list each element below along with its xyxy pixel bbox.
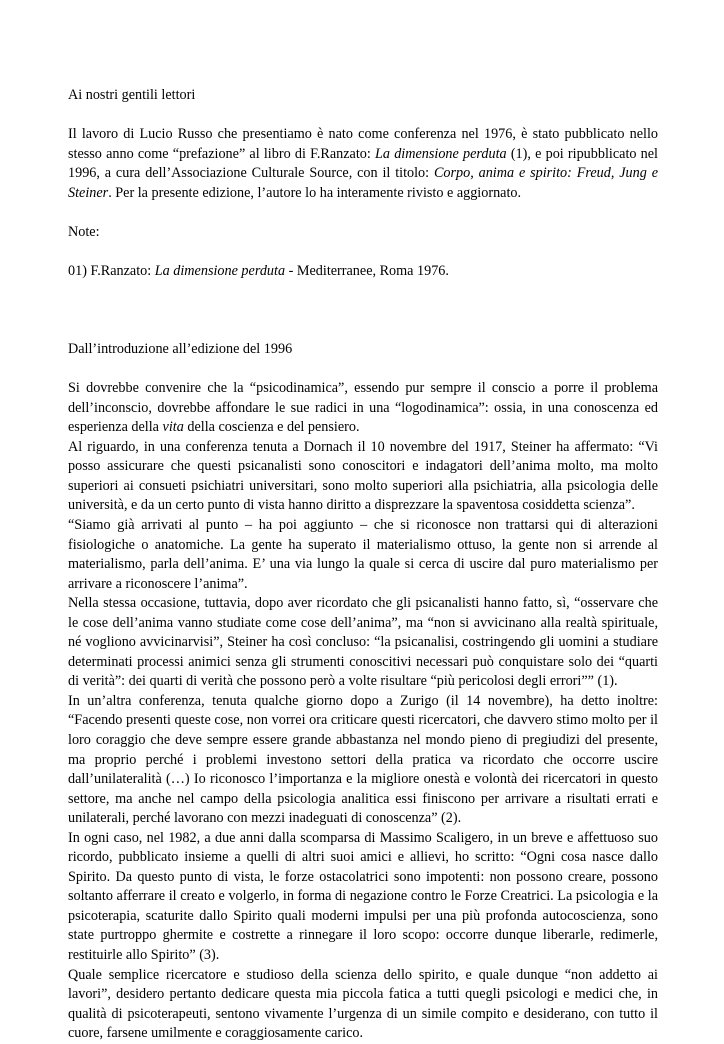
body-paragraph-6: In ogni caso, nel 1982, a due anni dalla scomparsa di Massimo Scaligero, in un breve e affettuoso suo ricordo, pubblicato insieme a quelli di altri suoi amici e allievi, ho scritto: “Ogni cosa nasce dallo Spirito. Da questo punto di vista, le forze ostacolatrici sono impotenti: non possono creare, possono soltanto afferrare il creato e volgerlo, in forma di negazione contro le Forze Creatrici. La psicologia e la psicoterapia, scaturite dallo Spirito quali moderni impulsi per una più profonda autocoscienza, sono state purtroppo ghermite e costrette a rinnegare il loro scopo: occorre dunque liberarle, redimerle, restituirle allo Spirito” (3). [68, 829, 658, 964]
p1-text-b: della coscienza e del pensiero. [183, 419, 360, 436]
body-paragraph-2: Al riguardo, in una conferenza tenuta a Dornach il 10 novembre del 1917, Steiner ha affermato: “Vi posso assicurare che questi psicanalisti sono conoscitori e indagatori dell’anima molto, ma molto superiori ai consueti psichiatri universitari, sono molto superiori alla psichiatria, alla psicologia delle università, e da un certo punto di vista hanno diritto a disprezzare la spaventosa cosiddetta scienza”. [68, 438, 658, 514]
intro-text-1: Il lavoro di Lucio Russo che presentiamo è nato come conferenza nel 1976, è stato pubblicato nello stesso anno come “prefazione” al libro di F.Ranzato: [68, 126, 658, 162]
p1-text-a: Si dovrebbe convenire che la “psicodinamica”, essendo pur sempre il conscio a porre il problema dell’inconscio, dovrebbe affondare le sue radici in una “logodinamica”: ossia, in una conoscenza ed esperienza della [68, 380, 658, 436]
intro-paragraph [68, 125, 658, 203]
body-paragraph-1 [68, 379, 658, 438]
intro-text-3: . Per la presente edizione, l’autore lo ha interamente rivisto e aggiornato. [108, 184, 522, 201]
note-prefix: 01) F.Ranzato: [68, 262, 155, 279]
note-book-title: La dimensione perduta [154, 262, 286, 279]
body-paragraph-3: “Siamo già arrivati al punto – ha poi aggiunto – che si riconosce non trattarsi qui di alterazioni fisiologiche o anatomiche. La gente ha superato il materialismo ottuso, la gente non si arrende al materialismo, parla dell’anima. E’ una via lungo la quale si cerca di uscire dal puro materialismo per arrivare a riconoscere l’anima”. [68, 516, 658, 592]
body-paragraph-4: Nella stessa occasione, tuttavia, dopo aver ricordato che gli psicanalisti hanno fatto, sì, “osservare che le cose dell’anima vanno studiate come cose dell’anima”, ma “non si avvicinano alla realtà spirituale, né vogliono avvicinarvisi”, Steiner ha così concluso: “la psicanalisi, costringendo gli uomini a studiare determinati processi animici senza gli strumenti conoscitivi necessari può conquistare solo dei “quarti di verità”: dei quarti di verità che possono però a volte risultare “più pericolosi degli errori”” (1). [68, 595, 658, 690]
body-paragraph-5: In un’altra conferenza, tenuta qualche giorno dopo a Zurigo (il 14 novembre), ha detto inoltre: “Facendo presenti queste cose, non vorrei ora criticare questi ricercatori, che davvero stimo molto per il loro coraggio che deve sempre essere grande abbastanza nel mondo pieno di pregiudizi del presente, ma proprio perché i problemi investono settori della pratica va ricordato che occorre uscire dall’unilateralità (…) Io riconosco l’importanza e la migliore onestà e volontà dei ricercatori in questo settore, ma anche nel campo della psicologia analitica essi finiscono per arrivare a risultati errati e unilaterali, perché lavorano con mezzi inadeguati di conoscenza” (2). [68, 692, 658, 827]
note-item [68, 262, 658, 282]
greeting-line: Ai nostri gentili lettori [68, 87, 196, 103]
republished-title: Corpo, anima e spirito: Freud, Jung e Steiner [68, 165, 658, 201]
note-suffix: - Mediterranee, Roma 1976. [285, 262, 449, 279]
section-title: Dall’introduzione all’edizione del 1996 [68, 341, 293, 358]
book-title: La dimensione perduta [375, 145, 507, 162]
notes-heading: Note: [68, 223, 100, 240]
p1-italic: vita [162, 419, 184, 436]
body-paragraph-7: Quale semplice ricercatore e studioso della scienza dello spirito, e quale dunque “non addetto ai lavori”, desidero pertanto dedicare questa mia piccola fatica a tutti quegli psicologi e medici che, in qualità di psicoterapeuti, sentono vivamente l’urgenza di un simile compito e desiderano, con tutto il cuore, farsene umilmente e coraggiosamente carico. [68, 966, 658, 1042]
intro-text-2: (1), e poi ripubblicato nel 1996, a cura dell’Associazione Culturale Source, con il titolo: [68, 145, 659, 182]
